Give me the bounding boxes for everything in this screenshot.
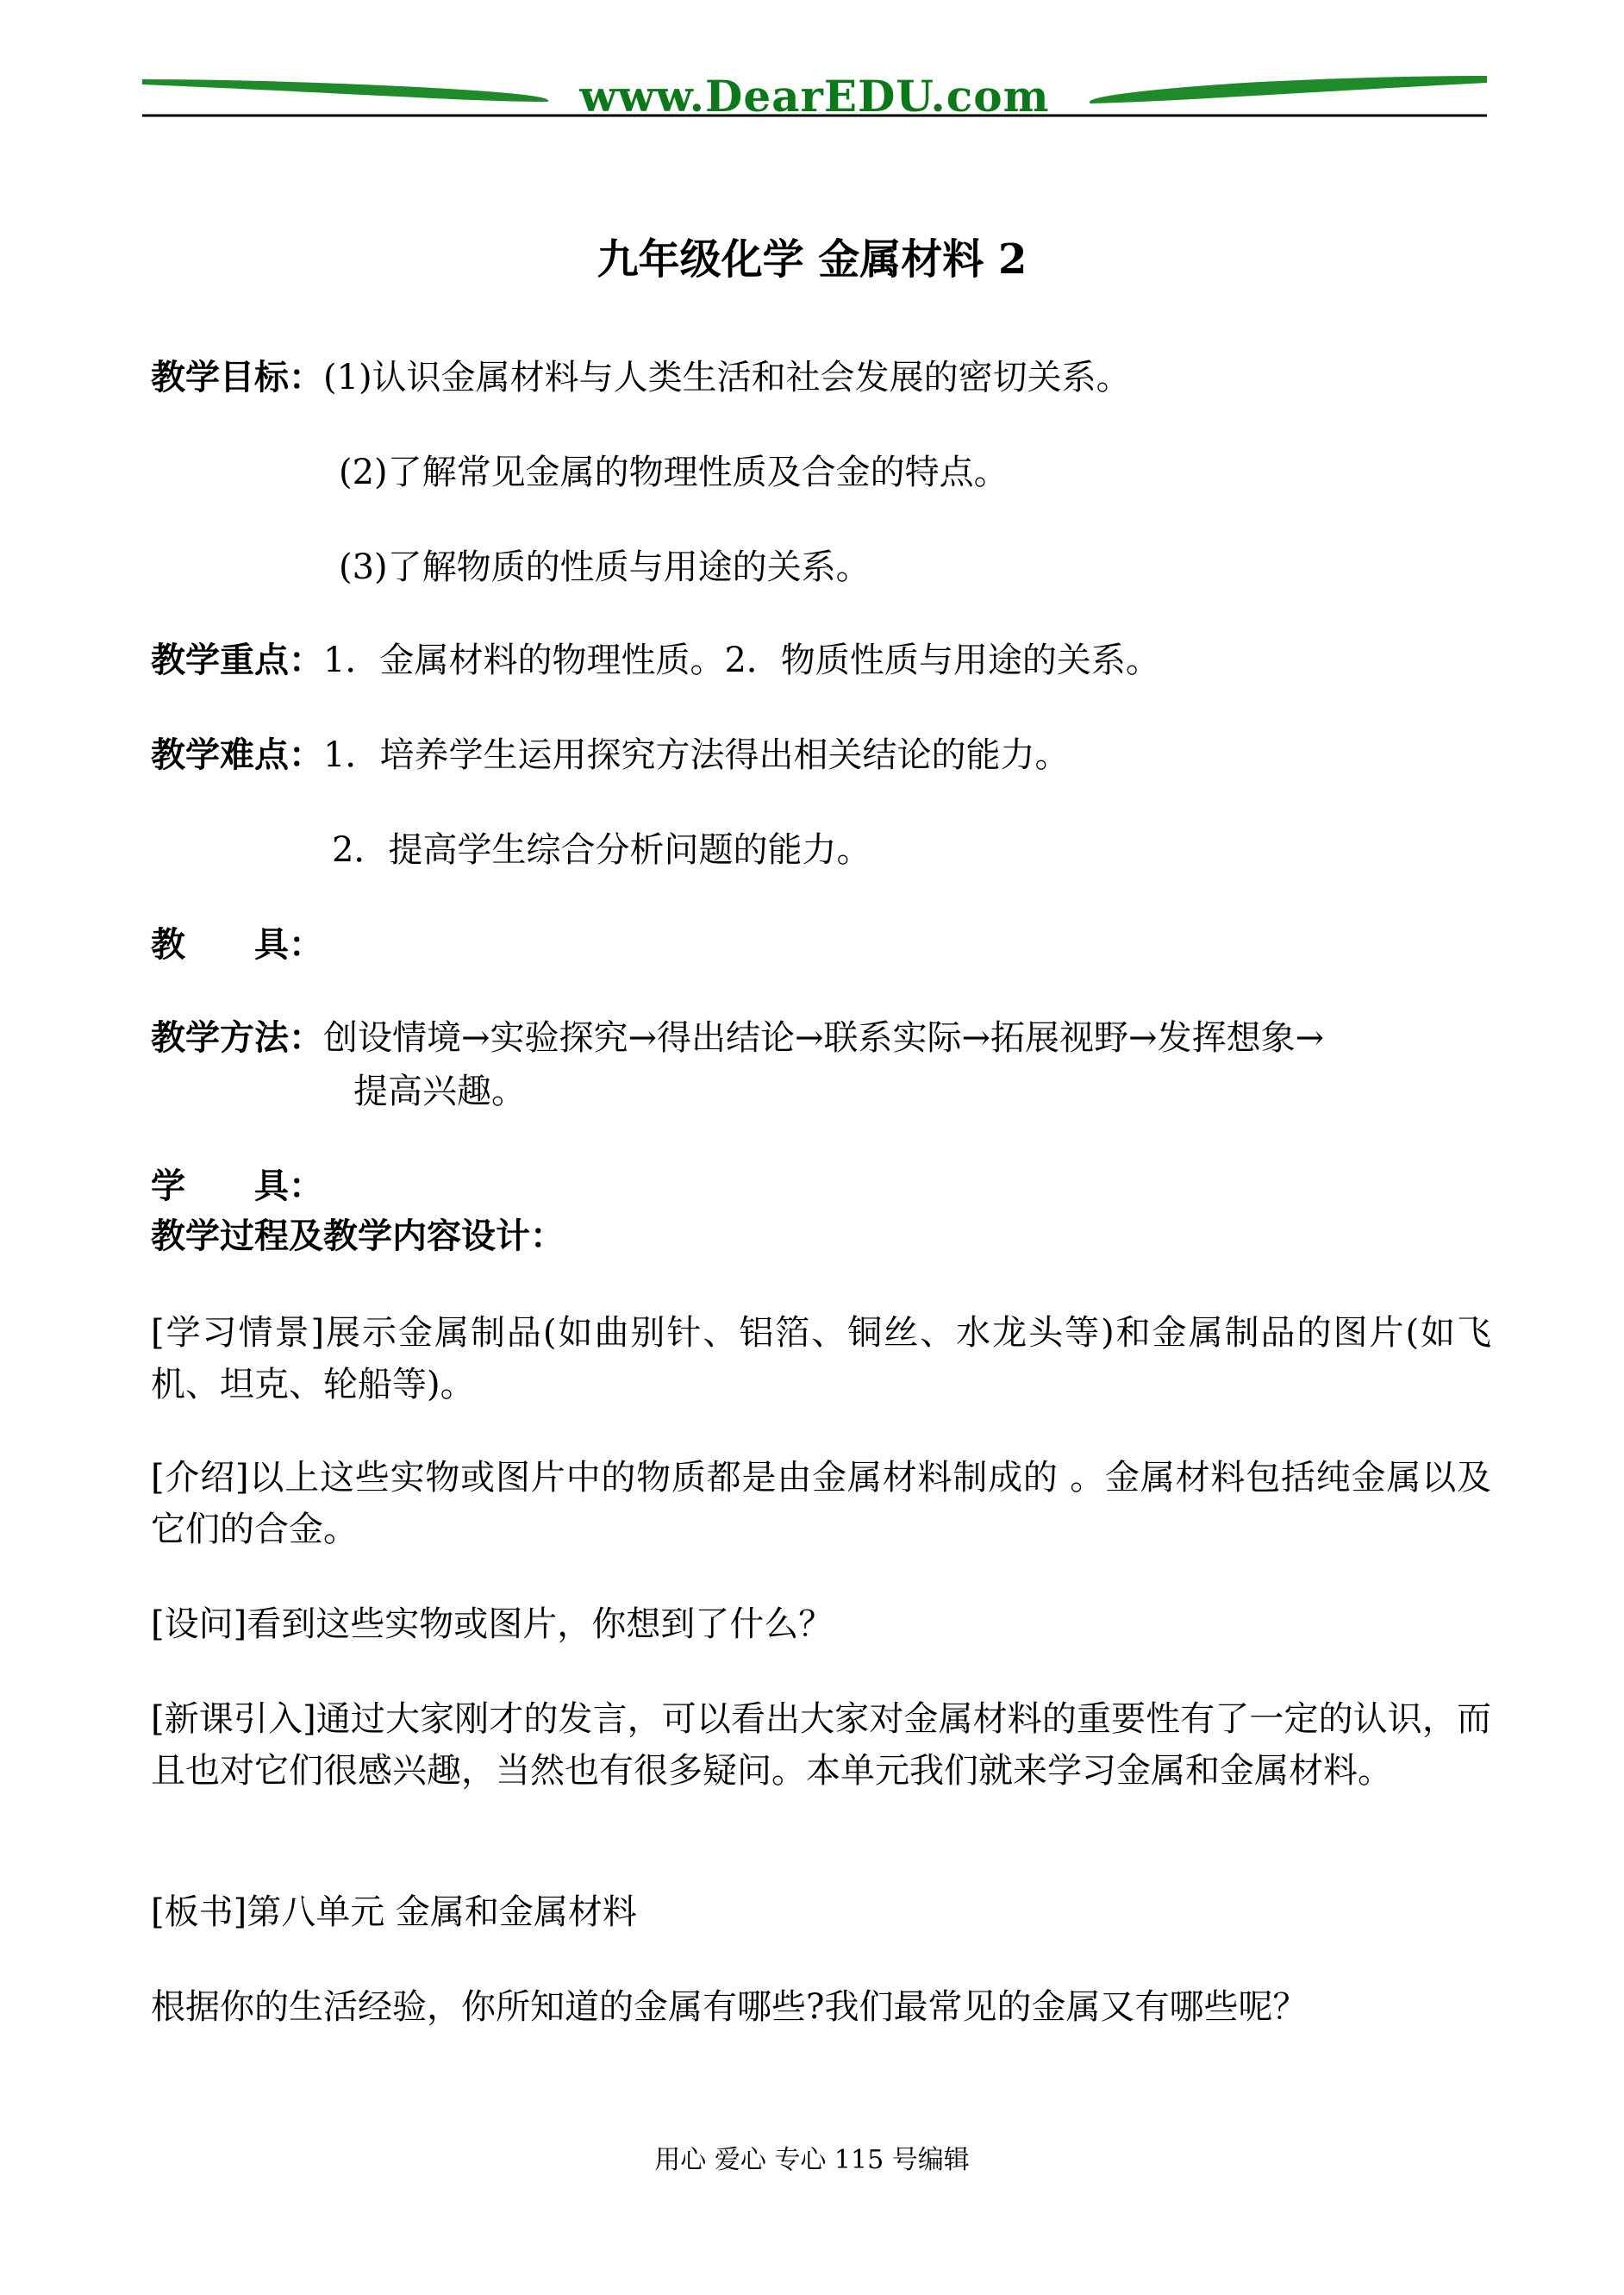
method-label: 教学方法： xyxy=(151,1017,323,1058)
process-heading-text: 教学过程及教学内容设计： xyxy=(151,1216,565,1256)
tools-label: 教 具： xyxy=(151,924,323,965)
difficulty-item: 1．培养学生运用探究方法得出相关结论的能力。 xyxy=(323,735,1070,775)
key-points-label: 教学重点： xyxy=(151,640,323,680)
page-title: 九年级化学 金属材料 2 xyxy=(597,235,1027,284)
paragraph: [学习情景]展示金属制品(如曲别针、铝箔、铜丝、水龙头等)和金属制品的图片(如飞机、坦克、轮船等)。 xyxy=(151,1313,1491,1404)
method-line-1 xyxy=(151,1017,1324,1059)
site-url[interactable]: www.DearEDU.com xyxy=(579,71,1050,122)
tools-line xyxy=(151,924,323,966)
difficulty-item: 2．提高学生综合分析问题的能力。 xyxy=(332,830,871,870)
paragraph: 根据你的生活经验，你所知道的金属有哪些?我们最常见的金属又有哪些呢？ xyxy=(151,1987,1308,2027)
objective-item: (3)了解物质的性质与用途的关系。 xyxy=(339,547,871,587)
page-footer: 用心 爱心 专心 115 号编辑 xyxy=(654,2145,970,2175)
method-text-continued: 提高兴趣。 xyxy=(353,1072,526,1111)
student-tools-line xyxy=(151,1166,323,1207)
objectives-line-1 xyxy=(151,357,1131,398)
paragraph: [新课引入]通过大家刚才的发言，可以看出大家对金属材料的重要性有了一定的认识，而且也对它们很感兴趣，当然也有很多疑问。本单元我们就来学习金属和金属材料。 xyxy=(151,1699,1491,1791)
paragraph: [介绍]以上这些实物或图片中的物质都是由金属材料制成的 。金属材料包括纯金属以及它们的合金。 xyxy=(151,1458,1491,1549)
paragraph: [板书]第八单元 金属和金属材料 xyxy=(151,1892,637,1932)
objective-item: (1)认识金属材料与人类生活和社会发展的密切关系。 xyxy=(323,358,1131,397)
site-header xyxy=(142,67,1487,128)
student-tools-label: 学 具： xyxy=(151,1166,323,1206)
key-points-text: 1．金属材料的物理性质。2．物质性质与用途的关系。 xyxy=(323,641,1160,680)
process-heading xyxy=(151,1216,565,1257)
paragraph: [设问]看到这些实物或图片，你想到了什么？ xyxy=(151,1604,834,1644)
key-points-line xyxy=(151,640,1160,681)
method-text: 创设情境→实验探究→得出结论→联系实际→拓展视野→发挥想象→ xyxy=(323,1018,1325,1058)
difficulties-line-1 xyxy=(151,735,1069,776)
objectives-label: 教学目标： xyxy=(151,357,323,397)
objective-item: (2)了解常见金属的物理性质及合金的特点。 xyxy=(339,453,1009,492)
difficulties-label: 教学难点： xyxy=(151,735,323,775)
